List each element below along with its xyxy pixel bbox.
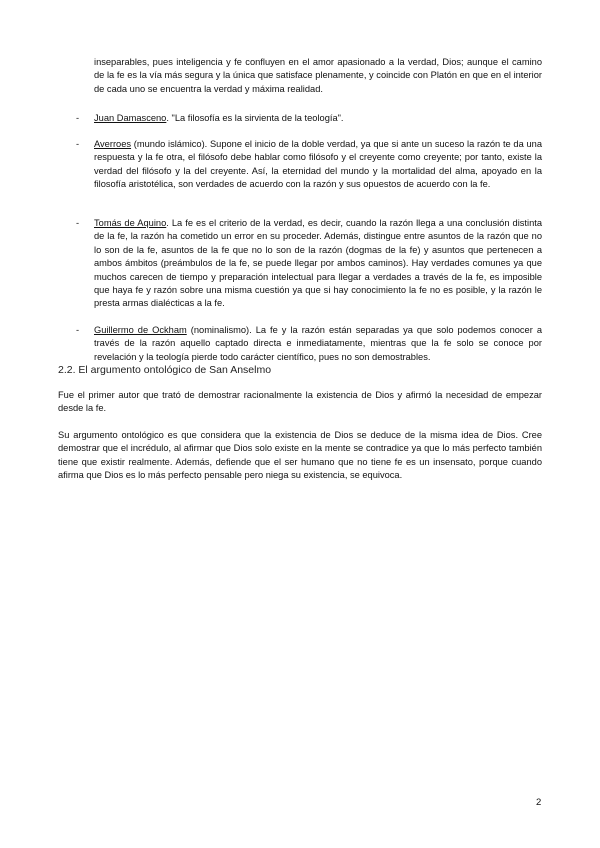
author-name: Juan Damasceno [94,113,167,123]
author-name: Tomás de Aquino [94,218,167,228]
item-text: . La fe es el criterio de la verdad, es decir, cuando la razón llega a una conclusión distinta de la fe, la razón ha cometido un error en su proceder. Además, distingue entre asuntos de la razón que no lo son de la fe, asuntos de la fe que no lo son de la razón (dogmas de la fe) y asuntos que pertenecen a ambos ámbitos (preámbulos de la fe, se puede llegar por ambos caminos). Hay verdades comunes ya que muchos carecen de tiempo y preparación intelectual para llegar a verdades a través de la fe, es imposible que haya fe y razón sobre una misma cuestión ya que si hay conocimiento la fe no es posible, y la razón le presta armas dialécticas a la fe. [94,218,542,309]
bullet-marker: - [76,113,80,123]
bullet-marker: - [76,325,80,335]
section-heading: 2.2. El argumento ontológico de San Anselmo [58,364,272,376]
continuation-paragraph: inseparables, pues inteligencia y fe confluyen en el amor apasionado a la verdad, Dios; aunque el camino de la fe es la vía más segura y la única que satisface plenamente, y coincide con Platón en que en el interior de cada uno se encuentra la verdad y máxima realidad. [94,57,542,94]
list-item-ockham [94,324,542,364]
page-number: 2 [536,797,542,808]
list-item-averroes [94,138,542,192]
item-text: . "La filosofía es la sirvienta de la teología". [166,113,344,123]
list-item-damasceno [94,112,542,125]
bullet-marker: - [76,218,80,228]
body-paragraph-1: Fue el primer autor que trató de demostrar racionalmente la existencia de Dios y afirmó la necesidad de empezar desde la fe. [58,390,542,414]
author-name: Averroes [94,139,132,149]
author-name: Guillermo de Ockham [94,325,187,335]
body-paragraph-2: Su argumento ontológico es que considera que la existencia de Dios se deduce de la misma idea de Dios. Cree demostrar que el incrédulo, al afirmar que Dios solo existe en la mente se contradice ya que lo más perfecto también tiene que existir realmente. Además, defiende que el ser humano que no tiene fe es un insensato, porque cuando afirma que Dios es lo más perfecto pensable pero niega su existencia, se equivoca. [58,430,542,481]
item-text: (mundo islámico). Supone el inicio de la doble verdad, ya que si ante un suceso la razón te da una respuesta y la fe otra, el filósofo debe hablar como filósofo y el creyente como creyente; por tanto, existe la verdad del filósofo y la del creyente. Así, la eternidad del mundo y la mortalidad del alma, apoyado en la filosofía aristotélica, son verdades de acuerdo con la razón y sus opuestos de acuerdo con la fe. [94,139,542,190]
item-text: (nominalismo). La fe y la razón están separadas ya que solo podemos conocer a través de la razón aquello captado directa e inmediatamente, mientras que la fe solo se conoce por revelación y la teología pierde todo carácter científico, pues no son demostrables. [94,325,542,362]
list-item-aquino [94,217,542,311]
bullet-marker: - [76,139,80,149]
